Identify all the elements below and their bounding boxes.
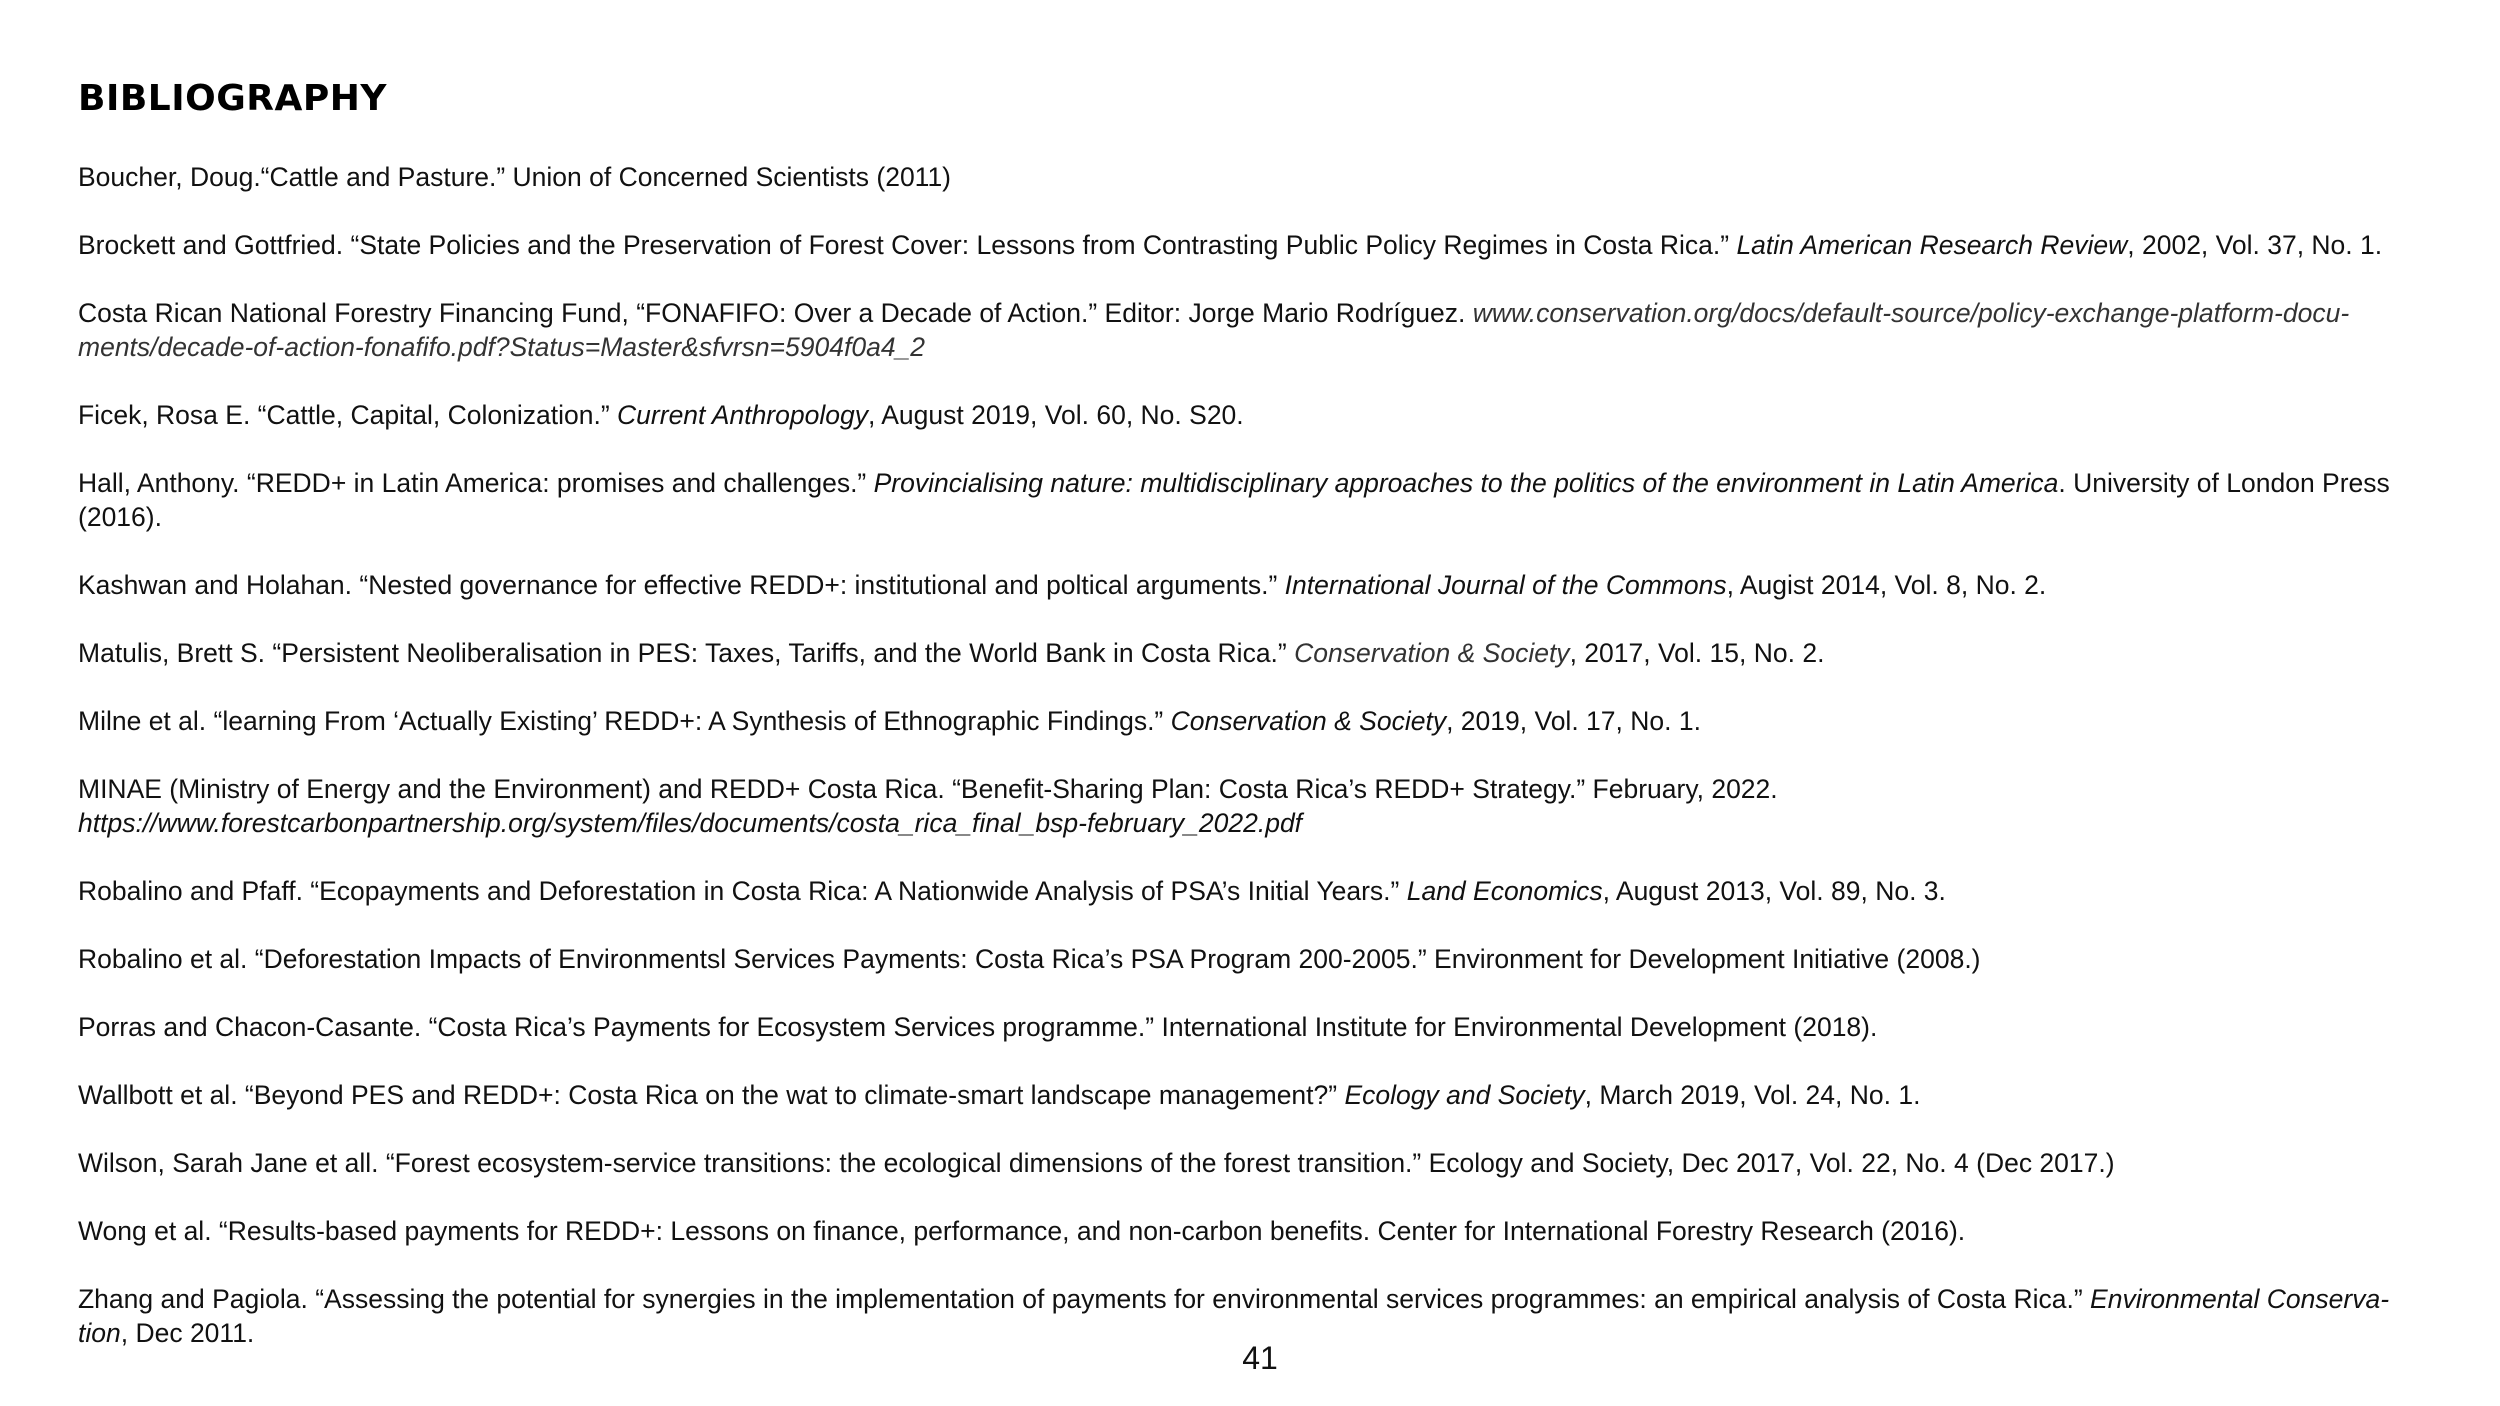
bibliography-entry-wong: [78, 1214, 2438, 1248]
bibliography-entry-porras: [78, 1010, 2438, 1044]
entry-text: Robalino et al. “Deforestation Impacts of Environmentsl Services Payments: Costa Rica’s PSA Program 200-2005.” Environment for Development Initiative (2008.): [78, 944, 1981, 974]
bibliography-entry-robalino-etal: [78, 942, 2438, 976]
bibliography-entry-kashwan: [78, 568, 2438, 602]
entry-url: www.conservation.org/docs/default-source/policy-exchange-platform-docu-ments/decade-of-action-fonafifo.pdf?Status=Master&sfvrsn=5904f0a4_2: [78, 298, 2350, 362]
entry-text: Matulis, Brett S. “Persistent Neoliberalisation in PES: Taxes, Tariffs, and the World Bank in Costa Rica.”: [78, 638, 1295, 668]
entry-journal: Conservation & Society: [1170, 706, 1447, 736]
bibliography-entry-robalino-pfaff: [78, 874, 2438, 908]
entry-journal: Land Economics: [1406, 876, 1603, 906]
entry-text: Wallbott et al. “Beyond PES and REDD+: Costa Rica on the wat to climate-smart landscape management?”: [78, 1080, 1345, 1110]
entry-details: , Augist 2014, Vol. 8, No. 2.: [1726, 570, 2047, 600]
entry-text: Milne et al. “learning From ‘Actually Existing’ REDD+: A Synthesis of Ethnographic Findings.”: [78, 706, 1171, 736]
entry-text: Brockett and Gottfried. “State Policies and the Preservation of Forest Cover: Lessons from Contrasting Public Policy Regimes in Costa Rica.”: [78, 230, 1737, 260]
bibliography-entry-matulis: [78, 636, 2438, 670]
entry-text: Zhang and Pagiola. “Assessing the potential for synergies in the implementation of payments for environmental services programmes: an empirical analysis of Costa Rica.”: [78, 1284, 2091, 1314]
entry-details: , August 2019, Vol. 60, No. S20.: [867, 400, 1244, 430]
entry-details: . University of London Press (2016).: [78, 468, 2390, 532]
entry-text: Ficek, Rosa E. “Cattle, Capital, Colonization.”: [78, 400, 618, 430]
entry-text: Kashwan and Holahan. “Nested governance for effective REDD+: institutional and poltical arguments.”: [78, 570, 1285, 600]
entry-journal: Current Anthropology: [617, 400, 868, 430]
entry-text: Robalino and Pfaff. “Ecopayments and Deforestation in Costa Rica: A Nationwide Analysis of PSA’s Initial Years.”: [78, 876, 1407, 906]
entry-text: Costa Rican National Forestry Financing Fund, “FONAFIFO: Over a Decade of Action.” Editor: Jorge Mario Rodríguez.: [78, 298, 1473, 328]
bibliography-entry-brockett: [78, 228, 2438, 262]
entry-journal: Provincialising nature: multidisciplinary approaches to the politics of the environment in Latin America: [873, 468, 2059, 498]
entry-text: Boucher, Doug.“Cattle and Pasture.” Union of Concerned Scientists (2011): [78, 162, 952, 192]
entry-journal: Environmental Conserva-tion: [78, 1284, 2390, 1348]
entry-details: , Dec 2011.: [120, 1318, 255, 1348]
entry-journal: Conservation & Society: [1294, 638, 1570, 668]
entry-details: , 2019, Vol. 17, No. 1.: [1446, 706, 1701, 736]
entry-journal: International Journal of the Commons: [1284, 570, 1727, 600]
bibliography-entry-wallbott: [78, 1078, 2438, 1112]
bibliography-entry-hall: [78, 466, 2438, 534]
bibliography-entry-milne: [78, 704, 2438, 738]
entry-details: , August 2013, Vol. 89, No. 3.: [1602, 876, 1946, 906]
entry-text: Porras and Chacon-Casante. “Costa Rica’s Payments for Ecosystem Services programme.” International Institute for Environmental Development (2018).: [78, 1012, 1878, 1042]
bibliography-entry-fonafifo: [78, 296, 2438, 364]
bibliography-entry-ficek: [78, 398, 2438, 432]
entry-journal: Latin American Research Review: [1736, 230, 2128, 260]
bibliography-heading: BIBLIOGRAPHY: [78, 78, 387, 119]
entry-text: Wilson, Sarah Jane et all. “Forest ecosystem-service transitions: the ecological dimensions of the forest transition.” Ecology and Society, Dec 2017, Vol. 22, No. 4 (Dec 2017.): [78, 1148, 2115, 1178]
bibliography-entry-minae: [78, 772, 2438, 840]
page-number: 41: [1242, 1340, 1278, 1376]
entry-text: MINAE (Ministry of Energy and the Environment) and REDD+ Costa Rica. “Benefit-Sharing Plan: Costa Rica’s REDD+ Strategy.” February, 2022.: [78, 774, 1778, 804]
entry-url: https://www.forestcarbonpartnership.org/system/files/documents/costa_rica_final_bsp-february_2022.pdf: [78, 808, 1303, 838]
entry-details: , 2002, Vol. 37, No. 1.: [2127, 230, 2383, 260]
bibliography-entry-boucher: [78, 160, 2438, 194]
entry-text: Wong et al. “Results-based payments for REDD+: Lessons on finance, performance, and non-carbon benefits. Center for International Forestry Research (2016).: [78, 1216, 1966, 1246]
bibliography-entry-wilson: [78, 1146, 2438, 1180]
entry-details: , March 2019, Vol. 24, No. 1.: [1584, 1080, 1921, 1110]
entry-details: , 2017, Vol. 15, No. 2.: [1569, 638, 1825, 668]
entry-text: Hall, Anthony. “REDD+ in Latin America: promises and challenges.”: [78, 468, 874, 498]
entry-journal: Ecology and Society: [1344, 1080, 1585, 1110]
